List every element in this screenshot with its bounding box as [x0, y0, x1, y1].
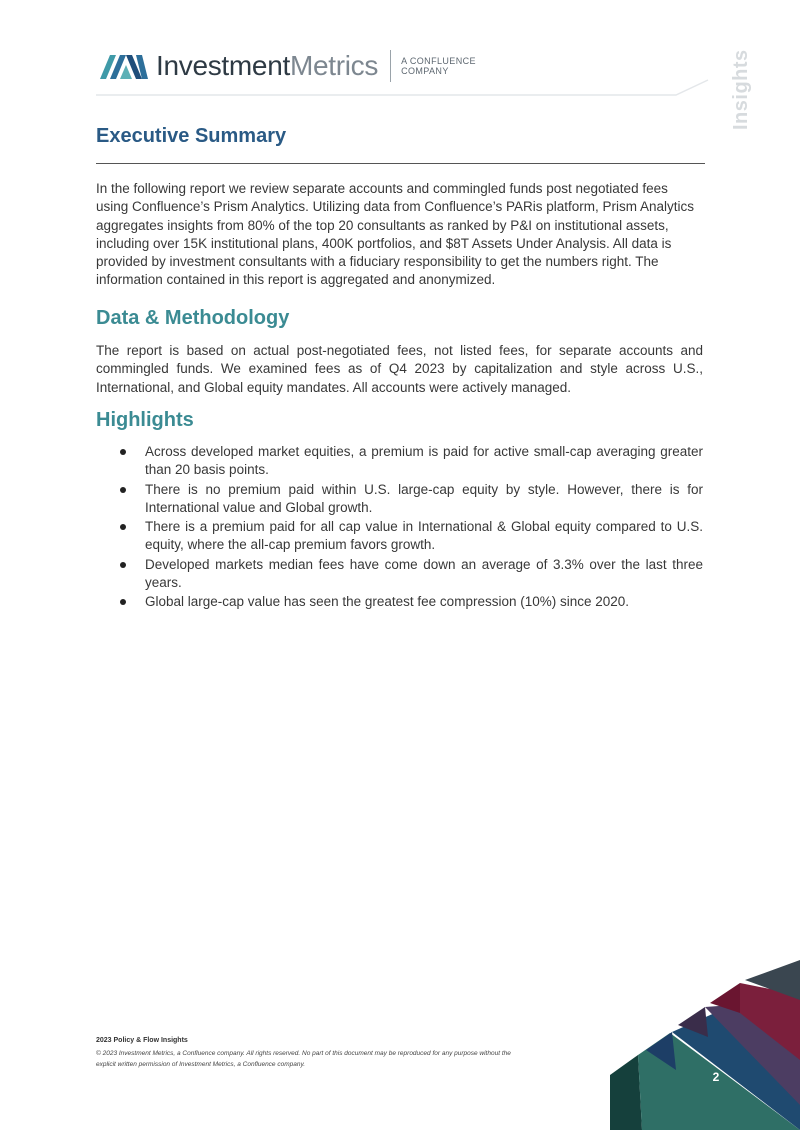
- corner-decoration: [600, 955, 800, 1130]
- highlight-item: There is a premium paid for all cap value in International & Global equity compared to U.S. equity, where the all-cap premium favors growth.: [96, 518, 703, 555]
- highlights-list: [96, 443, 703, 613]
- bullet-icon: [120, 599, 126, 605]
- highlight-item: Across developed market equities, a premium is paid for active small-cap averaging greater than 20 basis points.: [96, 443, 703, 480]
- side-insights-label: Insights: [730, 49, 752, 130]
- bullet-icon: [120, 449, 126, 455]
- section-divider: [96, 163, 705, 164]
- bullet-icon: [120, 562, 126, 568]
- logo-wordmark: InvestmentMetrics: [156, 50, 379, 81]
- methodology-body: The report is based on actual post-negotiated fees, not listed fees, for separate accounts and commingled funds. We examined fees as of Q4 2023 by capitalization and style across U.S., International, and Global equity mandates. All accounts were actively managed.: [96, 343, 703, 395]
- page-number: 2: [712, 1070, 720, 1084]
- methodology-title: Data & Methodology: [96, 307, 290, 329]
- highlight-item: Global large-cap value has seen the greatest fee compression (10%) since 2020.: [96, 593, 703, 611]
- footer-copyright: © 2023 Investment Metrics, a Confluence company. All rights reserved. No part of this document may be reproduced for any purpose without the explicit written permission of Investment Metrics, a Confluence company.: [96, 1050, 511, 1068]
- header-divider-line: [96, 0, 716, 100]
- highlight-item: Developed markets median fees have come down an average of 3.3% over the last three years.: [96, 556, 703, 593]
- executive-summary-body: In the following report we review separate accounts and commingled funds post negotiated fees using Confluence’s Prism Analytics. Utilizing data from Confluence’s PARis platform, Prism Analytics aggregates insights from 80% of the top 20 consultants as ranked by P&I on institutional assets, including over 15K institutional plans, 400K portfolios, and $8T Assets Under Analysis. All data is provided by investment consultants with a fiduciary responsibility to get the numbers right. The information contained in this report is aggregated and anonymized.: [96, 181, 694, 288]
- highlight-item: There is no premium paid within U.S. large-cap equity by style. However, there is for International value and Global growth.: [96, 481, 703, 518]
- logo-subtitle: A CONFLUENCE COMPANY: [401, 56, 476, 76]
- highlights-title: Highlights: [96, 409, 194, 431]
- bullet-icon: [120, 487, 126, 493]
- bullet-icon: [120, 524, 126, 530]
- footer-title: 2023 Policy & Flow Insights: [96, 1037, 188, 1044]
- executive-summary-title: Executive Summary: [96, 125, 287, 147]
